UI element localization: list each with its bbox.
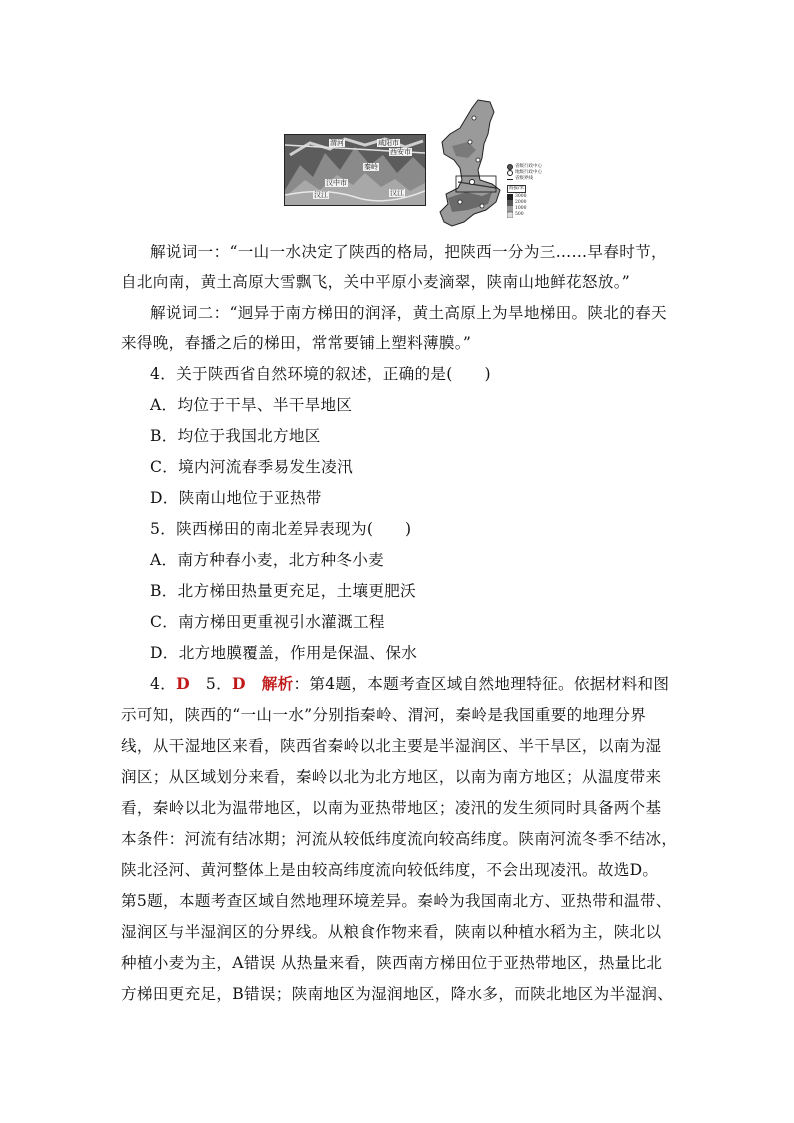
question-4-option-a: A．均位于干旱、半干旱地区 (150, 396, 353, 414)
label-xian: 西安市 (390, 148, 411, 156)
elevation-title: 海拔/米 (509, 186, 525, 191)
label-hanjiang-right: 汉江 (390, 189, 404, 197)
question-4-option-b: B．均位于我国北方地区 (150, 427, 321, 445)
boundary-line-icon (507, 179, 513, 180)
shaanxi-province-map (438, 98, 510, 230)
analysis-label: 解析 (245, 674, 294, 693)
answer-line-10: 种植小麦为主，A错误 从热量来看，陕西南方梯田位于亚热带地区，热量比北 (121, 954, 663, 972)
answer-line-5: 看，秦岭以北为温带地区，以南为亚热带地区；凌汛的发生须同时具备两个基 (121, 799, 662, 817)
legend-provincial-capital: 省级行政中心 (507, 164, 557, 170)
answer-5: D (231, 674, 246, 693)
prefecture-center-icon (507, 170, 513, 176)
label-hanjiang-left: 汉江 (314, 191, 328, 199)
commentary-1-line-2: 自北向南，黄土高原大雪飘飞，关中平原小麦滴翠，陕南山地鲜花怒放。” (121, 273, 631, 291)
label-qinling: 秦岭 (364, 163, 378, 171)
answer-line-4: 润区；从区域划分来看，秦岭以北为北方地区，以南为南方地区；从温度带来 (121, 768, 662, 786)
map-legend (507, 164, 557, 218)
question-5: 5．陕西梯田的南北差异表现为( ) (150, 520, 412, 538)
answer-line-11: 方梯田更充足，B错误；陕南地区为湿润地区，降水多，而陕北地区为半湿润、 (121, 985, 674, 1003)
elevation-color-bar (507, 194, 513, 218)
answer-line-3: 线，从干湿地区来看，陕西省秦岭以北主要是半湿润区、半干旱区，以南为湿 (121, 737, 662, 755)
legend-prefecture-center: 地级行政中心 (507, 170, 557, 176)
question-5-option-d: D．北方地膜覆盖，作用是保温、保水 (150, 644, 418, 662)
answer-4: D (176, 674, 190, 693)
commentary-1-line-1: 解说词一：“一山一水决定了陕西的格局，把陕西一分为三……早春时节， (150, 243, 667, 261)
answer-line-9: 湿润区与半湿润区的分界线。从粮食作物来看，陕南以种植水稻为主，陕北以 (121, 923, 662, 941)
elevation-ticks: 3000 2000 1000 500 (515, 194, 527, 217)
qinling-terrain-inset (284, 134, 426, 206)
answer-line-8: 第5题，本题考查区域自然地理环境差异。秦岭为我国南北方、亚热带和温带、 (121, 892, 672, 910)
commentary-2-line-2: 来得晚，春播之后的梯田，常常要铺上塑料薄膜。” (121, 334, 472, 352)
label-hanzhong: 汉中市 (326, 179, 347, 187)
label-xianyang: 咸阳市 (378, 139, 399, 147)
shaanxi-figure (284, 98, 556, 230)
label-weihe: 渭河 (330, 139, 344, 147)
question-4: 4．关于陕西省自然环境的叙述，正确的是( ) (150, 365, 491, 383)
question-4-option-d: D．陕南山地位于亚热带 (150, 489, 322, 507)
question-4-option-c: C．境内河流春季易发生凌汛 (150, 458, 353, 476)
commentary-2-line-1: 解说词二：“迥异于南方梯田的润泽，黄土高原上为旱地梯田。陕北的春天 (150, 304, 667, 322)
elevation-scale (507, 194, 557, 218)
question-5-option-b: B．北方梯田热量更充足，土壤更肥沃 (150, 582, 417, 600)
legend-boundary: 省级界线 (507, 176, 557, 182)
answer-line-2: 示可知，陕西的“一山一水”分别指秦岭、渭河，秦岭是我国重要的地理分界 (121, 706, 647, 724)
answer-line-1: 4．D 5．D 解析：第4题，本题考查区域自然地理特征。依据材料和图 (150, 674, 670, 693)
question-5-option-a: A．南方种春小麦，北方种冬小麦 (150, 551, 385, 569)
answer-line-6: 本条件：河流有结冰期；河流从较低纬度流向较高纬度。陕南河流冬季不结冰， (121, 830, 678, 848)
question-5-option-c: C．南方梯田更重视引水灌溉工程 (150, 613, 385, 631)
answer-line-7: 陕北泾河、黄河整体上是由较高纬度流向较低纬度，不会出现凌汛。故选D。 (121, 861, 659, 879)
